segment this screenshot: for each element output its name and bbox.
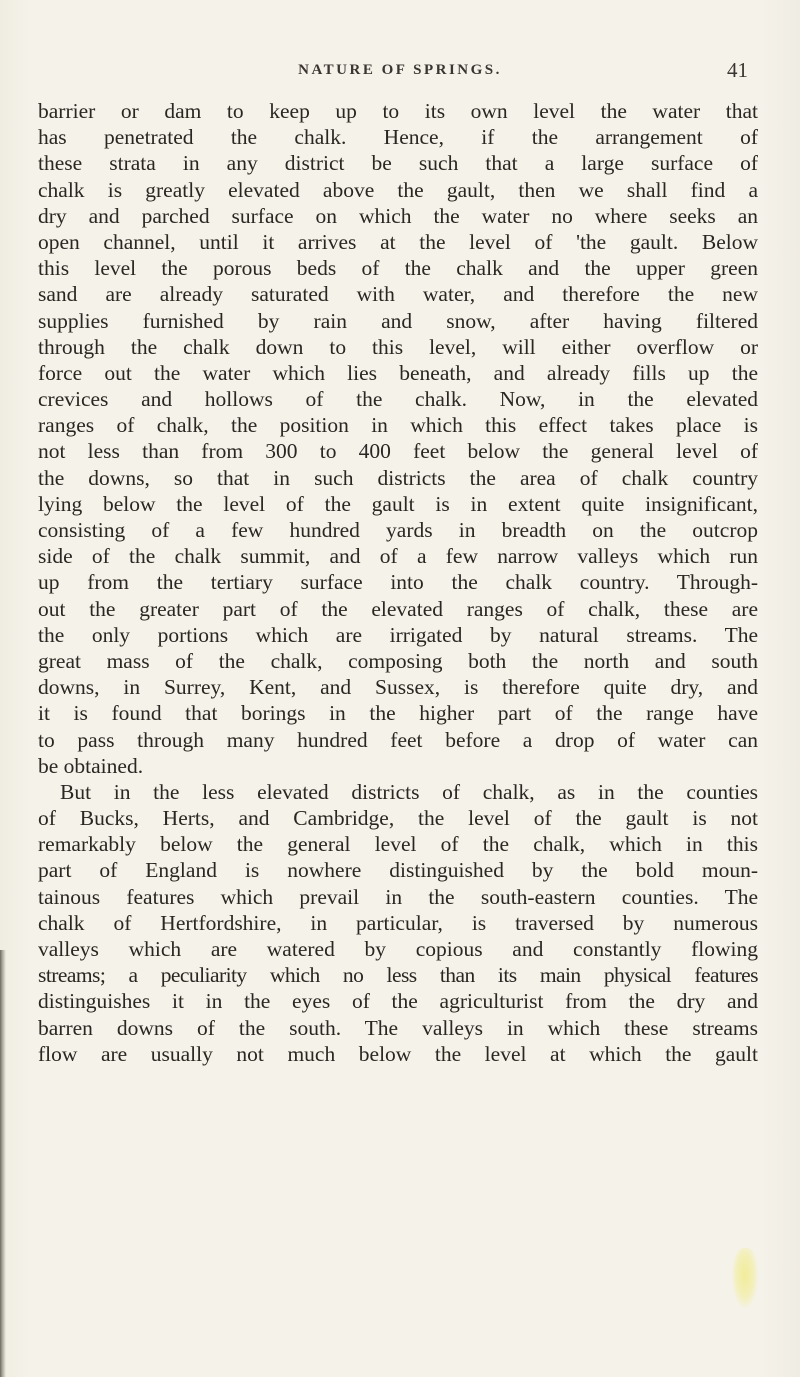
- text-line: it is found that borings in the higher part of the range have: [38, 701, 758, 726]
- text-line: valleys which are watered by copious and constantly flowing: [38, 937, 758, 961]
- text-line: open channel, until it arrives at the level of 'the gault. Below: [38, 229, 758, 254]
- text-line: tainous features which prevail in the south-eastern counties. The: [38, 884, 758, 909]
- text-line: sand are already saturated with water, and therefore the new: [38, 282, 758, 307]
- page-edge-shadow: [0, 950, 6, 1377]
- text-line: lying below the level of the gault is in extent quite insignificant,: [38, 491, 758, 516]
- paragraph-2: [38, 779, 758, 1067]
- text-line: these strata in any district be such that a large surface of: [38, 151, 758, 176]
- text-line: barrier or dam to keep up to its own level the water that: [38, 99, 758, 123]
- body-text: [38, 98, 758, 1067]
- page-number: 41: [727, 58, 748, 82]
- text-line: part of England is nowhere distinguished by the bold moun-: [38, 858, 758, 883]
- running-title: NATURE OF SPRINGS.: [298, 62, 502, 78]
- text-line: remarkably below the general level of the chalk, which in this: [38, 832, 758, 857]
- text-line: flow are usually not much below the level at which the gault: [38, 1041, 758, 1066]
- text-line: has penetrated the chalk. Hence, if the arrangement of: [38, 125, 758, 150]
- text-line: chalk of Hertfordshire, in particular, is traversed by numerous: [38, 910, 758, 935]
- text-line: this level the porous beds of the chalk and the upper green: [38, 256, 758, 281]
- text-line: distinguishes it in the eyes of the agriculturist from the dry and: [38, 989, 758, 1014]
- text-line: out the greater part of the elevated ranges of chalk, these are: [38, 596, 758, 621]
- text-line: up from the tertiary surface into the chalk country. Through-: [38, 570, 758, 595]
- text-line: great mass of the chalk, composing both the north and south: [38, 648, 758, 673]
- text-line: dry and parched surface on which the water no where seeks an: [38, 203, 758, 228]
- paper-stain: [732, 1248, 758, 1308]
- text-line: supplies furnished by rain and snow, after having filtered: [38, 308, 758, 333]
- text-line: to pass through many hundred feet before a drop of water can: [38, 727, 758, 752]
- text-line: downs, in Surrey, Kent, and Sussex, is therefore quite dry, and: [38, 675, 758, 700]
- text-line: not less than from 300 to 400 feet below the general level of: [38, 439, 758, 464]
- text-line: through the chalk down to this level, will either overflow or: [38, 334, 758, 359]
- text-line: of Bucks, Herts, and Cambridge, the level of the gault is not: [38, 806, 758, 831]
- text-line: side of the chalk summit, and of a few narrow valleys which run: [38, 544, 758, 569]
- text-line: barren downs of the south. The valleys in which these streams: [38, 1015, 758, 1040]
- text-line: streams; a peculiarity which no less than its main physical features: [38, 963, 758, 988]
- text-line: crevices and hollows of the chalk. Now, in the elevated: [38, 387, 758, 412]
- text-line: chalk is greatly elevated above the gault, then we shall find a: [38, 177, 758, 202]
- text-line: ranges of chalk, the position in which this effect takes place is: [38, 413, 758, 438]
- paragraph-1: [38, 98, 758, 779]
- page-header: [0, 58, 800, 88]
- text-line: be obtained.: [38, 753, 144, 778]
- text-line: the downs, so that in such districts the area of chalk country: [38, 465, 758, 490]
- text-line: But in the less elevated districts of chalk, as in the counties: [60, 779, 758, 804]
- text-line: force out the water which lies beneath, and already fills up the: [38, 360, 758, 385]
- text-line: the only portions which are irrigated by natural streams. The: [38, 622, 758, 647]
- text-line: consisting of a few hundred yards in breadth on the outcrop: [38, 518, 758, 542]
